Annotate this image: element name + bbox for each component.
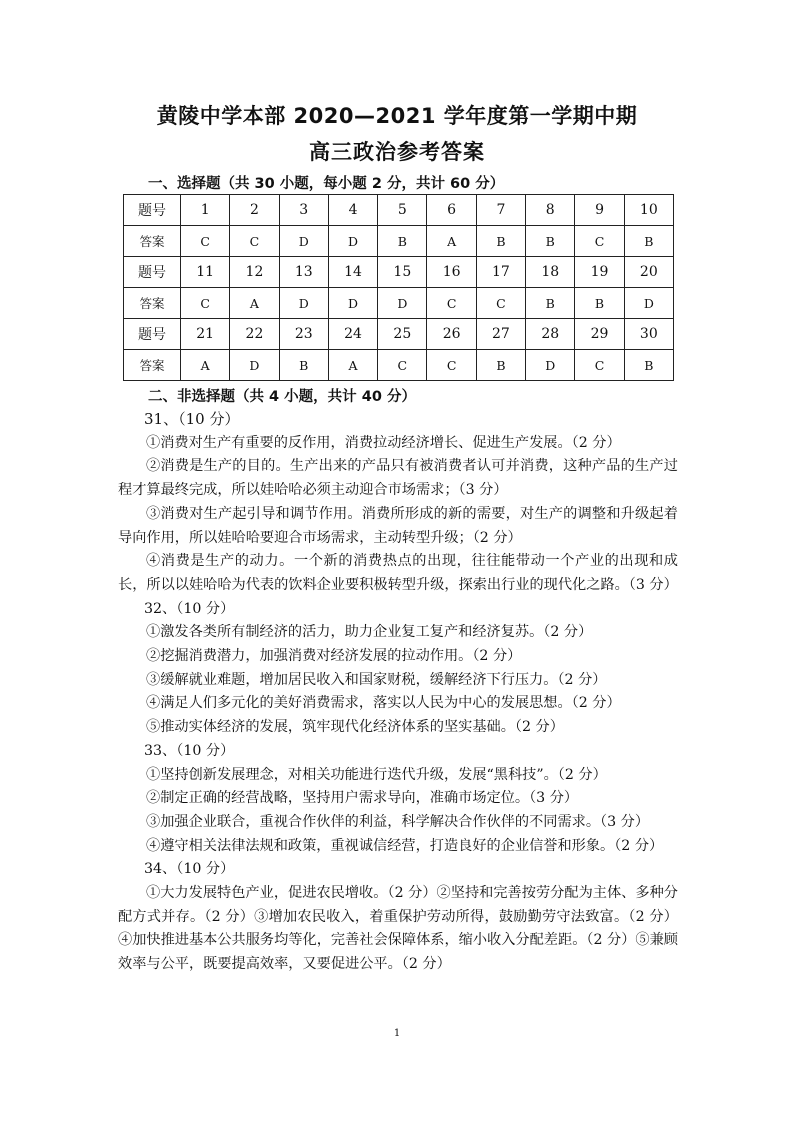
question-number-cell: 29 — [575, 319, 624, 350]
question-number-cell: 24 — [328, 319, 377, 350]
question-number-cell: 25 — [378, 319, 427, 350]
answer-cell: A — [427, 226, 476, 257]
section1-heading: 一、选择题（共 30 小题，每小题 2 分，共计 60 分） — [148, 176, 505, 192]
table-row — [124, 319, 674, 350]
answer-cell: D — [624, 288, 673, 319]
q33-item-3: ③加强企业联合，重视合作伙伴的利益，科学解决合作伙伴的不同需求。（3 分） — [146, 813, 650, 830]
row-label: 题号 — [124, 257, 181, 288]
answer-table — [123, 194, 674, 381]
q32-title: 32、（10 分） — [144, 600, 235, 617]
answer-cell: B — [526, 288, 575, 319]
answer-cell: A — [181, 350, 230, 381]
question-number-cell: 13 — [279, 257, 328, 288]
answers-body — [118, 408, 678, 977]
document-title-line2: 高三政治参考答案 — [309, 140, 485, 164]
question-number-cell: 5 — [378, 195, 427, 226]
question-number-cell: 12 — [230, 257, 279, 288]
answer-cell: A — [230, 288, 279, 319]
answer-cell: B — [476, 350, 525, 381]
question-number-cell: 4 — [328, 195, 377, 226]
table-row — [124, 257, 674, 288]
question-number-cell: 10 — [624, 195, 673, 226]
question-number-cell: 19 — [575, 257, 624, 288]
q34-text: ①大力发展特色产业，促进农民增收。（2 分）②坚持和完善按劳分配为主体、多种分配方式并存。（2 分）③增加农民收入，着重保护劳动所得，鼓励勤劳守法致富。（2 分）④加快推进基本公共服务均等化，完善社会保障体系，缩小收入分配差距。（2 分）⑤兼顾效率与公平，既要提高效率，又要促进公平。（2 分） — [118, 885, 678, 973]
answer-cell: B — [575, 288, 624, 319]
question-number-cell: 27 — [476, 319, 525, 350]
question-number-cell: 14 — [328, 257, 377, 288]
table-row — [124, 226, 674, 257]
answer-cell: D — [526, 350, 575, 381]
question-number-cell: 20 — [624, 257, 673, 288]
q33-item-1: ①坚持创新发展理念，对相关功能进行迭代升级，发展“黑科技”。（2 分） — [146, 766, 607, 783]
answer-cell: C — [378, 350, 427, 381]
answer-cell: C — [575, 350, 624, 381]
answer-cell: C — [575, 226, 624, 257]
question-number-cell: 22 — [230, 319, 279, 350]
q34-title: 34、（10 分） — [144, 861, 235, 878]
answer-cell: D — [230, 350, 279, 381]
page-number: 1 — [393, 1028, 401, 1039]
q32-item-2: ②挖掘消费潜力，加强消费对经济发展的拉动作用。（2 分） — [146, 648, 522, 665]
answer-cell: B — [624, 350, 673, 381]
q32-item-1: ①激发各类所有制经济的活力，助力企业复工复产和经济复苏。（2 分） — [146, 624, 593, 641]
question-number-cell: 16 — [427, 257, 476, 288]
table-row — [124, 350, 674, 381]
answer-cell: D — [328, 288, 377, 319]
row-label: 答案 — [124, 226, 181, 257]
question-number-cell: 21 — [181, 319, 230, 350]
answer-cell: D — [279, 288, 328, 319]
question-number-cell: 17 — [476, 257, 525, 288]
answer-cell: C — [427, 350, 476, 381]
document-title-line1: 黄陵中学本部 2020—2021 学年度第一学期中期 — [156, 104, 638, 128]
row-label: 答案 — [124, 350, 181, 381]
answer-cell: B — [279, 350, 328, 381]
question-number-cell: 26 — [427, 319, 476, 350]
section2-heading: 二、非选择题（共 4 小题，共计 40 分） — [148, 389, 416, 405]
q33-item-4: ④遵守相关法律法规和政策，重视诚信经营，打造良好的企业信誉和形象。（2 分） — [146, 837, 664, 854]
answer-cell: D — [279, 226, 328, 257]
answer-cell: C — [181, 288, 230, 319]
question-number-cell: 18 — [526, 257, 575, 288]
answer-cell: C — [181, 226, 230, 257]
question-number-cell: 8 — [526, 195, 575, 226]
q31-item-4: ④消费是生产的动力。一个新的消费热点的出现，往往能带动一个产业的出现和成长，所以以娃哈哈为代表的饮料企业要积极转型升级，探索出行业的现代化之路。（3 分） — [118, 553, 678, 593]
row-label: 题号 — [124, 195, 181, 226]
q31-item-2: ②消费是生产的目的。生产出来的产品只有被消费者认可并消费，这种产品的生产过程才算最终完成，所以娃哈哈必须主动迎合市场需求；（3 分） — [118, 458, 678, 499]
question-number-cell: 9 — [575, 195, 624, 226]
question-number-cell: 1 — [181, 195, 230, 226]
question-number-cell: 2 — [230, 195, 279, 226]
answer-cell: D — [328, 226, 377, 257]
answer-cell: C — [230, 226, 279, 257]
answer-cell: B — [526, 226, 575, 257]
q31-title: 31、（10 分） — [144, 410, 240, 428]
row-label: 题号 — [124, 319, 181, 350]
table-row — [124, 288, 674, 319]
q32-item-4: ④满足人们多元化的美好消费需求，落实以人民为中心的发展思想。（2 分） — [146, 695, 621, 712]
question-number-cell: 3 — [279, 195, 328, 226]
answer-cell: C — [476, 288, 525, 319]
question-number-cell: 28 — [526, 319, 575, 350]
answer-cell: D — [378, 288, 427, 319]
answer-cell: B — [378, 226, 427, 257]
q32-item-5: ⑤推动实体经济的发展，筑牢现代化经济体系的坚实基础。（2 分） — [146, 719, 564, 736]
question-number-cell: 11 — [181, 257, 230, 288]
question-number-cell: 7 — [476, 195, 525, 226]
answer-cell: C — [427, 288, 476, 319]
row-label: 答案 — [124, 288, 181, 319]
answer-cell: B — [624, 226, 673, 257]
q31-item-3: ③消费对生产起引导和调节作用。消费所形成的新的需要，对生产的调整和升级起着导向作用，所以娃哈哈要迎合市场需求，主动转型升级；（2 分） — [118, 505, 678, 546]
question-number-cell: 15 — [378, 257, 427, 288]
question-number-cell: 30 — [624, 319, 673, 350]
q32-item-3: ③缓解就业难题，增加居民收入和国家财税，缓解经济下行压力。（2 分） — [146, 671, 607, 688]
q33-title: 33、（10 分） — [144, 742, 235, 759]
question-number-cell: 6 — [427, 195, 476, 226]
table-row — [124, 195, 674, 226]
answer-cell: B — [476, 226, 525, 257]
q31-item-1: ①消费对生产有重要的反作用，消费拉动经济增长、促进生产发展。（2 分） — [146, 434, 621, 451]
q33-item-2: ②制定正确的经营战略，坚持用户需求导向，准确市场定位。（3 分） — [146, 790, 579, 807]
question-number-cell: 23 — [279, 319, 328, 350]
answer-cell: A — [328, 350, 377, 381]
